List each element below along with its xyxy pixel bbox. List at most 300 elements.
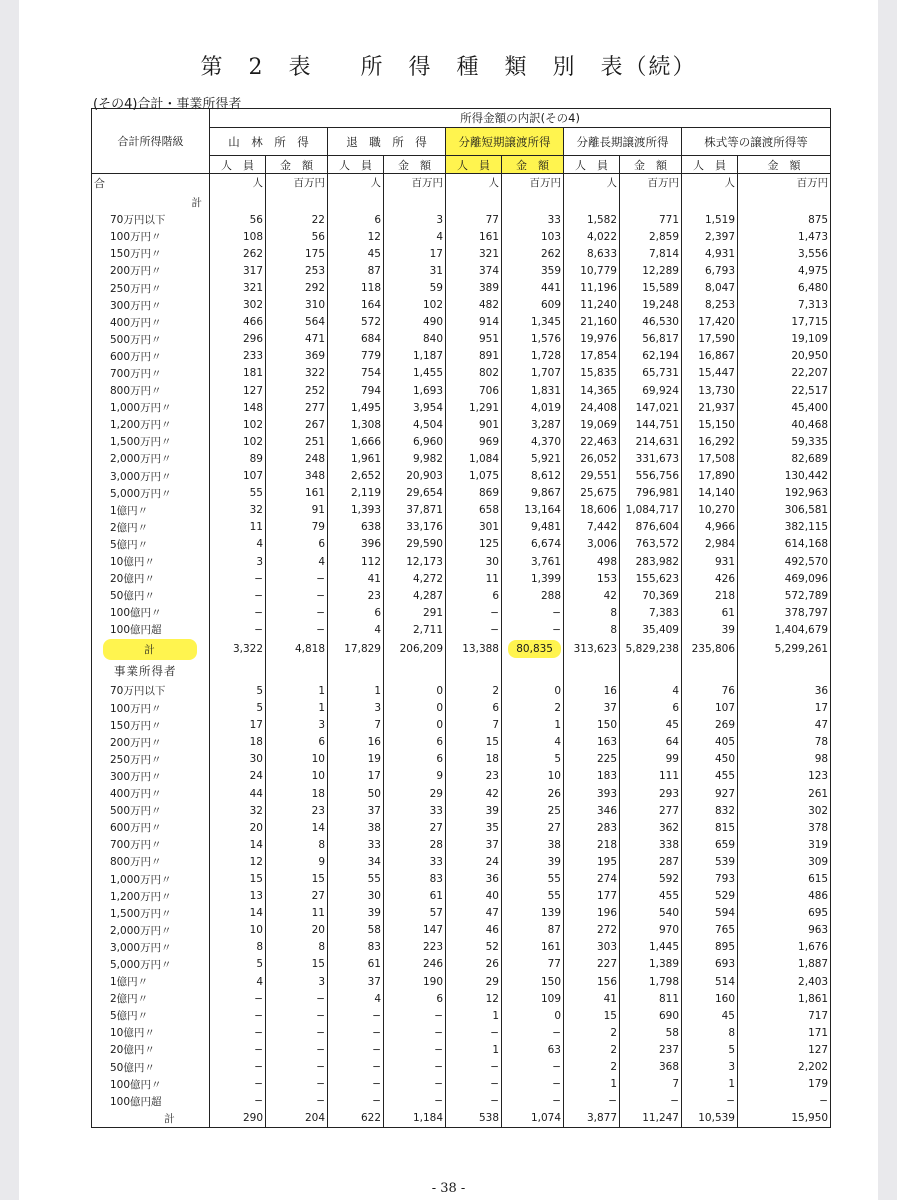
income-bracket-label: 150万円〃	[92, 245, 210, 262]
amount-value: 1	[266, 700, 328, 717]
unit-amount: 百万円	[502, 174, 564, 195]
persons-value: 8,253	[682, 297, 738, 314]
section-heading: 事業所得者	[92, 660, 210, 682]
empty-cell	[266, 194, 328, 211]
table-row	[92, 485, 831, 502]
persons-value: 7	[328, 717, 384, 734]
persons-value: 218	[564, 836, 620, 853]
amount-value: 7,313	[738, 297, 831, 314]
persons-value: 17,508	[682, 450, 738, 467]
income-bracket-label: 2,000万円〃	[92, 922, 210, 939]
persons-value: 1,519	[682, 211, 738, 228]
income-bracket-label: 800万円〃	[92, 382, 210, 399]
income-bracket-label: 800万円〃	[92, 853, 210, 870]
persons-value: 3	[682, 1059, 738, 1076]
table-row	[92, 416, 831, 433]
amount-value: 6,960	[384, 433, 446, 450]
amount-value: 29,590	[384, 536, 446, 553]
amount-value: −	[502, 1076, 564, 1093]
persons-value: 5	[210, 700, 266, 717]
amount-value: −	[266, 1007, 328, 1024]
amount-value: 33	[502, 211, 564, 228]
amount-value: 1	[266, 682, 328, 699]
amount-value: 248	[266, 450, 328, 467]
amount-value: 292	[266, 279, 328, 296]
persons-value: 17,420	[682, 314, 738, 331]
persons-value: 2,397	[682, 228, 738, 245]
total-persons: 3,322	[210, 638, 266, 660]
persons-value: −	[446, 604, 502, 621]
amount-value: 237	[620, 1041, 682, 1058]
highlighted-total-amount: 80,835	[508, 640, 561, 658]
amount-value: 19,109	[738, 331, 831, 348]
amount-value: 109	[502, 990, 564, 1007]
amount-value: 1,445	[620, 939, 682, 956]
amount-value: 161	[266, 485, 328, 502]
persons-value: 107	[210, 468, 266, 485]
persons-value: 87	[328, 262, 384, 279]
amount-value: −	[502, 1093, 564, 1110]
amount-value: 4,019	[502, 399, 564, 416]
persons-value: −	[446, 1093, 502, 1110]
gokei-bottom-label: 計	[191, 197, 202, 210]
persons-value: 118	[328, 279, 384, 296]
persons-value: 5	[210, 956, 266, 973]
amount-value: 26	[502, 785, 564, 802]
persons-value: 61	[682, 604, 738, 621]
table-row	[92, 621, 831, 638]
empty-cell	[564, 660, 620, 682]
persons-value: 24	[210, 768, 266, 785]
table-subtitle: (その4)合計・事業所得者	[93, 97, 242, 112]
income-bracket-label: 1億円〃	[92, 502, 210, 519]
persons-value: 33	[328, 836, 384, 853]
empty-cell	[384, 194, 446, 211]
amount-value: 609	[502, 297, 564, 314]
persons-value: 108	[210, 228, 266, 245]
amount-value: 1,389	[620, 956, 682, 973]
persons-value: 56	[210, 211, 266, 228]
empty-cell	[564, 194, 620, 211]
gokei-bottom-cell	[92, 194, 210, 211]
amount-value: 1,187	[384, 348, 446, 365]
amount-value: 615	[738, 870, 831, 887]
persons-value: 1	[682, 1076, 738, 1093]
persons-value: −	[328, 1059, 384, 1076]
table-row	[92, 802, 831, 819]
table-row	[92, 785, 831, 802]
persons-value: 14	[210, 836, 266, 853]
persons-value: 1,075	[446, 468, 502, 485]
total-persons: 3,877	[564, 1110, 620, 1128]
amount-value: 192,963	[738, 485, 831, 502]
persons-value: 37	[564, 700, 620, 717]
table-row	[92, 973, 831, 990]
income-type-table	[91, 108, 831, 1128]
amount-value: 20,903	[384, 468, 446, 485]
income-bracket-label: 100億円〃	[92, 604, 210, 621]
income-bracket-label: 3,000万円〃	[92, 468, 210, 485]
amount-value: 6	[620, 700, 682, 717]
persons-value: 450	[682, 751, 738, 768]
unit-amount: 百万円	[738, 174, 831, 195]
amount-value: −	[266, 1041, 328, 1058]
amount-value: 378	[738, 819, 831, 836]
amount-value: 293	[620, 785, 682, 802]
row-label-header: 合計所得階級	[92, 109, 210, 174]
persons-value: 195	[564, 853, 620, 870]
amount-value: 10	[502, 768, 564, 785]
amount-value: 1	[502, 717, 564, 734]
amount-value: 179	[738, 1076, 831, 1093]
income-bracket-label: 250万円〃	[92, 751, 210, 768]
amount-value: 18	[266, 785, 328, 802]
amount-value: 267	[266, 416, 328, 433]
persons-value: 1,393	[328, 502, 384, 519]
persons-value: 196	[564, 905, 620, 922]
amount-value: 1,404,679	[738, 621, 831, 638]
subheader-amount: 金 額	[266, 156, 328, 174]
amount-value: 4	[620, 682, 682, 699]
amount-value: 5,921	[502, 450, 564, 467]
persons-value: 794	[328, 382, 384, 399]
persons-value: 37	[328, 802, 384, 819]
persons-value: 102	[210, 416, 266, 433]
total-label-highlight: 計	[103, 639, 197, 660]
persons-value: 17,854	[564, 348, 620, 365]
total-amount: 11,247	[620, 1110, 682, 1128]
total-persons: 17,829	[328, 638, 384, 660]
units-row	[92, 174, 831, 195]
persons-value: 12	[210, 853, 266, 870]
persons-value: 1	[446, 1041, 502, 1058]
persons-value: 572	[328, 314, 384, 331]
persons-value: 6	[446, 700, 502, 717]
amount-value: 310	[266, 297, 328, 314]
amount-value: 717	[738, 1007, 831, 1024]
income-bracket-label: 2,000万円〃	[92, 450, 210, 467]
persons-value: 19,069	[564, 416, 620, 433]
income-bracket-label: 20億円〃	[92, 570, 210, 587]
amount-value: 70,369	[620, 587, 682, 604]
persons-value: 45	[328, 245, 384, 262]
total-persons: 235,806	[682, 638, 738, 660]
amount-value: 77	[502, 956, 564, 973]
persons-value: 163	[564, 734, 620, 751]
amount-value: 8,612	[502, 468, 564, 485]
amount-value: 31	[384, 262, 446, 279]
amount-value: 3,954	[384, 399, 446, 416]
persons-value: 2	[446, 682, 502, 699]
persons-value: 4,022	[564, 228, 620, 245]
income-bracket-label: 10億円〃	[92, 553, 210, 570]
gokei-row	[92, 194, 831, 211]
persons-value: 1,666	[328, 433, 384, 450]
amount-value: 57	[384, 905, 446, 922]
persons-value: 21,937	[682, 399, 738, 416]
amount-value: 262	[502, 245, 564, 262]
amount-value: 9,867	[502, 485, 564, 502]
persons-value: 77	[446, 211, 502, 228]
amount-value: −	[266, 1076, 328, 1093]
total-amount: 1,184	[384, 1110, 446, 1128]
amount-value: −	[384, 1007, 446, 1024]
persons-value: 658	[446, 502, 502, 519]
amount-value: 253	[266, 262, 328, 279]
amount-value: 614,168	[738, 536, 831, 553]
persons-value: 15,447	[682, 365, 738, 382]
total-amount: 1,074	[502, 1110, 564, 1128]
amount-value: 564	[266, 314, 328, 331]
amount-value: 382,115	[738, 519, 831, 536]
amount-value: 190	[384, 973, 446, 990]
persons-value: 125	[446, 536, 502, 553]
amount-value: 572,789	[738, 587, 831, 604]
income-bracket-label: 10億円〃	[92, 1024, 210, 1041]
total-amount: 15,950	[738, 1110, 831, 1128]
persons-value: 16	[328, 734, 384, 751]
amount-value: 12,173	[384, 553, 446, 570]
subheader-persons: 人 員	[682, 156, 738, 174]
document-page	[19, 0, 878, 1200]
income-bracket-label: 400万円〃	[92, 314, 210, 331]
persons-value: −	[210, 1076, 266, 1093]
amount-value: 771	[620, 211, 682, 228]
persons-value: −	[446, 1076, 502, 1093]
persons-value: 529	[682, 888, 738, 905]
persons-value: 302	[210, 297, 266, 314]
persons-value: 393	[564, 785, 620, 802]
persons-value: 13,730	[682, 382, 738, 399]
persons-value: 148	[210, 399, 266, 416]
amount-value: 7,383	[620, 604, 682, 621]
amount-value: 277	[620, 802, 682, 819]
amount-value: 9	[266, 853, 328, 870]
table-row	[92, 870, 831, 887]
amount-value: 56,817	[620, 331, 682, 348]
amount-value: 4,272	[384, 570, 446, 587]
persons-value: 10	[210, 922, 266, 939]
table-row	[92, 228, 831, 245]
persons-value: 269	[682, 717, 738, 734]
table-row	[92, 604, 831, 621]
amount-value: 36	[738, 682, 831, 699]
amount-value: 348	[266, 468, 328, 485]
persons-value: −	[210, 570, 266, 587]
amount-value: 556,756	[620, 468, 682, 485]
unit-persons: 人	[564, 174, 620, 195]
persons-value: −	[328, 1041, 384, 1058]
income-bracket-label: 200万円〃	[92, 734, 210, 751]
amount-value: −	[266, 621, 328, 638]
persons-value: 969	[446, 433, 502, 450]
amount-value: 39	[502, 853, 564, 870]
section-heading-row	[92, 660, 831, 682]
amount-value: −	[384, 1059, 446, 1076]
persons-value: 317	[210, 262, 266, 279]
persons-value: 3	[210, 553, 266, 570]
persons-value: 4	[210, 536, 266, 553]
persons-value: 41	[328, 570, 384, 587]
amount-value: 1,798	[620, 973, 682, 990]
amount-value: 963	[738, 922, 831, 939]
amount-value: 147	[384, 922, 446, 939]
amount-value: 139	[502, 905, 564, 922]
persons-value: 914	[446, 314, 502, 331]
subheader-amount: 金 額	[738, 156, 831, 174]
persons-value: 13	[210, 888, 266, 905]
persons-value: 18,606	[564, 502, 620, 519]
persons-value: 35	[446, 819, 502, 836]
subheader-persons: 人 員	[210, 156, 266, 174]
subheader-persons: 人 員	[328, 156, 384, 174]
table-row	[92, 922, 831, 939]
income-bracket-label: 1,000万円〃	[92, 399, 210, 416]
persons-value: 29	[446, 973, 502, 990]
amount-value: 2	[502, 700, 564, 717]
amount-value: 3	[384, 211, 446, 228]
amount-value: 127	[738, 1041, 831, 1058]
amount-value: 1,693	[384, 382, 446, 399]
amount-value: 17	[738, 700, 831, 717]
persons-value: 4,931	[682, 245, 738, 262]
persons-value: 225	[564, 751, 620, 768]
income-bracket-label: 1,500万円〃	[92, 433, 210, 450]
empty-cell	[328, 660, 384, 682]
amount-value: 690	[620, 1007, 682, 1024]
amount-value: 27	[502, 819, 564, 836]
empty-cell	[502, 660, 564, 682]
income-bracket-label: 100億円〃	[92, 1076, 210, 1093]
amount-value: 331,673	[620, 450, 682, 467]
persons-value: 1,308	[328, 416, 384, 433]
empty-cell	[502, 194, 564, 211]
persons-value: 684	[328, 331, 384, 348]
amount-value: 261	[738, 785, 831, 802]
income-bracket-label: 50億円〃	[92, 587, 210, 604]
persons-value: 39	[682, 621, 738, 638]
table-row	[92, 331, 831, 348]
persons-value: 283	[564, 819, 620, 836]
amount-value: 4,504	[384, 416, 446, 433]
income-bracket-label: 600万円〃	[92, 819, 210, 836]
persons-value: 895	[682, 939, 738, 956]
amount-value: 251	[266, 433, 328, 450]
persons-value: 8,633	[564, 245, 620, 262]
persons-value: 102	[210, 433, 266, 450]
persons-value: 34	[328, 853, 384, 870]
amount-value: 3,761	[502, 553, 564, 570]
persons-value: 931	[682, 553, 738, 570]
table-row	[92, 956, 831, 973]
persons-value: 3,006	[564, 536, 620, 553]
total-label: 計	[92, 1110, 210, 1128]
persons-value: 2	[564, 1024, 620, 1041]
table-row	[92, 279, 831, 296]
amount-value: 540	[620, 905, 682, 922]
persons-value: 16,292	[682, 433, 738, 450]
group-header-bunri-tanki: 分離短期譲渡所得	[446, 128, 564, 156]
total-amount: 5,299,261	[738, 638, 831, 660]
persons-value: 5	[210, 682, 266, 699]
amount-value: 2,202	[738, 1059, 831, 1076]
income-bracket-label: 300万円〃	[92, 768, 210, 785]
table-row	[92, 297, 831, 314]
persons-value: 301	[446, 519, 502, 536]
persons-value: 15	[564, 1007, 620, 1024]
persons-value: 55	[328, 870, 384, 887]
persons-value: 19	[328, 751, 384, 768]
persons-value: 39	[328, 905, 384, 922]
amount-value: 3	[266, 717, 328, 734]
amount-value: 4	[266, 553, 328, 570]
persons-value: 37	[446, 836, 502, 853]
table-row	[92, 502, 831, 519]
persons-value: 1,291	[446, 399, 502, 416]
persons-value: 10,779	[564, 262, 620, 279]
income-bracket-label: 300万円〃	[92, 297, 210, 314]
group-header-kabushiki: 株式等の譲渡所得等	[682, 128, 831, 156]
persons-value: 498	[564, 553, 620, 570]
persons-value: 706	[446, 382, 502, 399]
persons-value: 19,976	[564, 331, 620, 348]
amount-value: 15	[266, 956, 328, 973]
amount-value: 9,481	[502, 519, 564, 536]
amount-value: 27	[384, 819, 446, 836]
amount-value: 223	[384, 939, 446, 956]
amount-value: 0	[502, 1007, 564, 1024]
amount-value: −	[384, 1041, 446, 1058]
persons-value: 47	[446, 905, 502, 922]
table-row	[92, 990, 831, 1007]
persons-value: 153	[564, 570, 620, 587]
amount-value: 469,096	[738, 570, 831, 587]
amount-value: 29,654	[384, 485, 446, 502]
table-row	[92, 468, 831, 485]
amount-value: −	[384, 1076, 446, 1093]
persons-value: −	[210, 604, 266, 621]
persons-value: 18	[210, 734, 266, 751]
persons-value: 779	[328, 348, 384, 365]
amount-value: 246	[384, 956, 446, 973]
persons-value: −	[210, 1059, 266, 1076]
persons-value: 160	[682, 990, 738, 1007]
table-row	[92, 768, 831, 785]
income-bracket-label: 200万円〃	[92, 262, 210, 279]
persons-value: 26,052	[564, 450, 620, 467]
total-label-cell	[92, 638, 210, 660]
income-bracket-label: 700万円〃	[92, 836, 210, 853]
amount-value: 0	[502, 682, 564, 699]
persons-value: 227	[564, 956, 620, 973]
amount-value: −	[502, 621, 564, 638]
persons-value: 25,675	[564, 485, 620, 502]
amount-value: 33,176	[384, 519, 446, 536]
amount-value: 55	[502, 888, 564, 905]
table-row	[92, 245, 831, 262]
persons-value: 17,590	[682, 331, 738, 348]
persons-value: 802	[446, 365, 502, 382]
amount-value: 59,335	[738, 433, 831, 450]
group-header-bunri-choki: 分離長期譲渡所得	[564, 128, 682, 156]
amount-value: 6	[384, 751, 446, 768]
amount-value: 9,982	[384, 450, 446, 467]
amount-value: −	[266, 1024, 328, 1041]
amount-value: −	[266, 990, 328, 1007]
amount-value: 175	[266, 245, 328, 262]
persons-value: 37	[328, 973, 384, 990]
amount-value: 11	[266, 905, 328, 922]
